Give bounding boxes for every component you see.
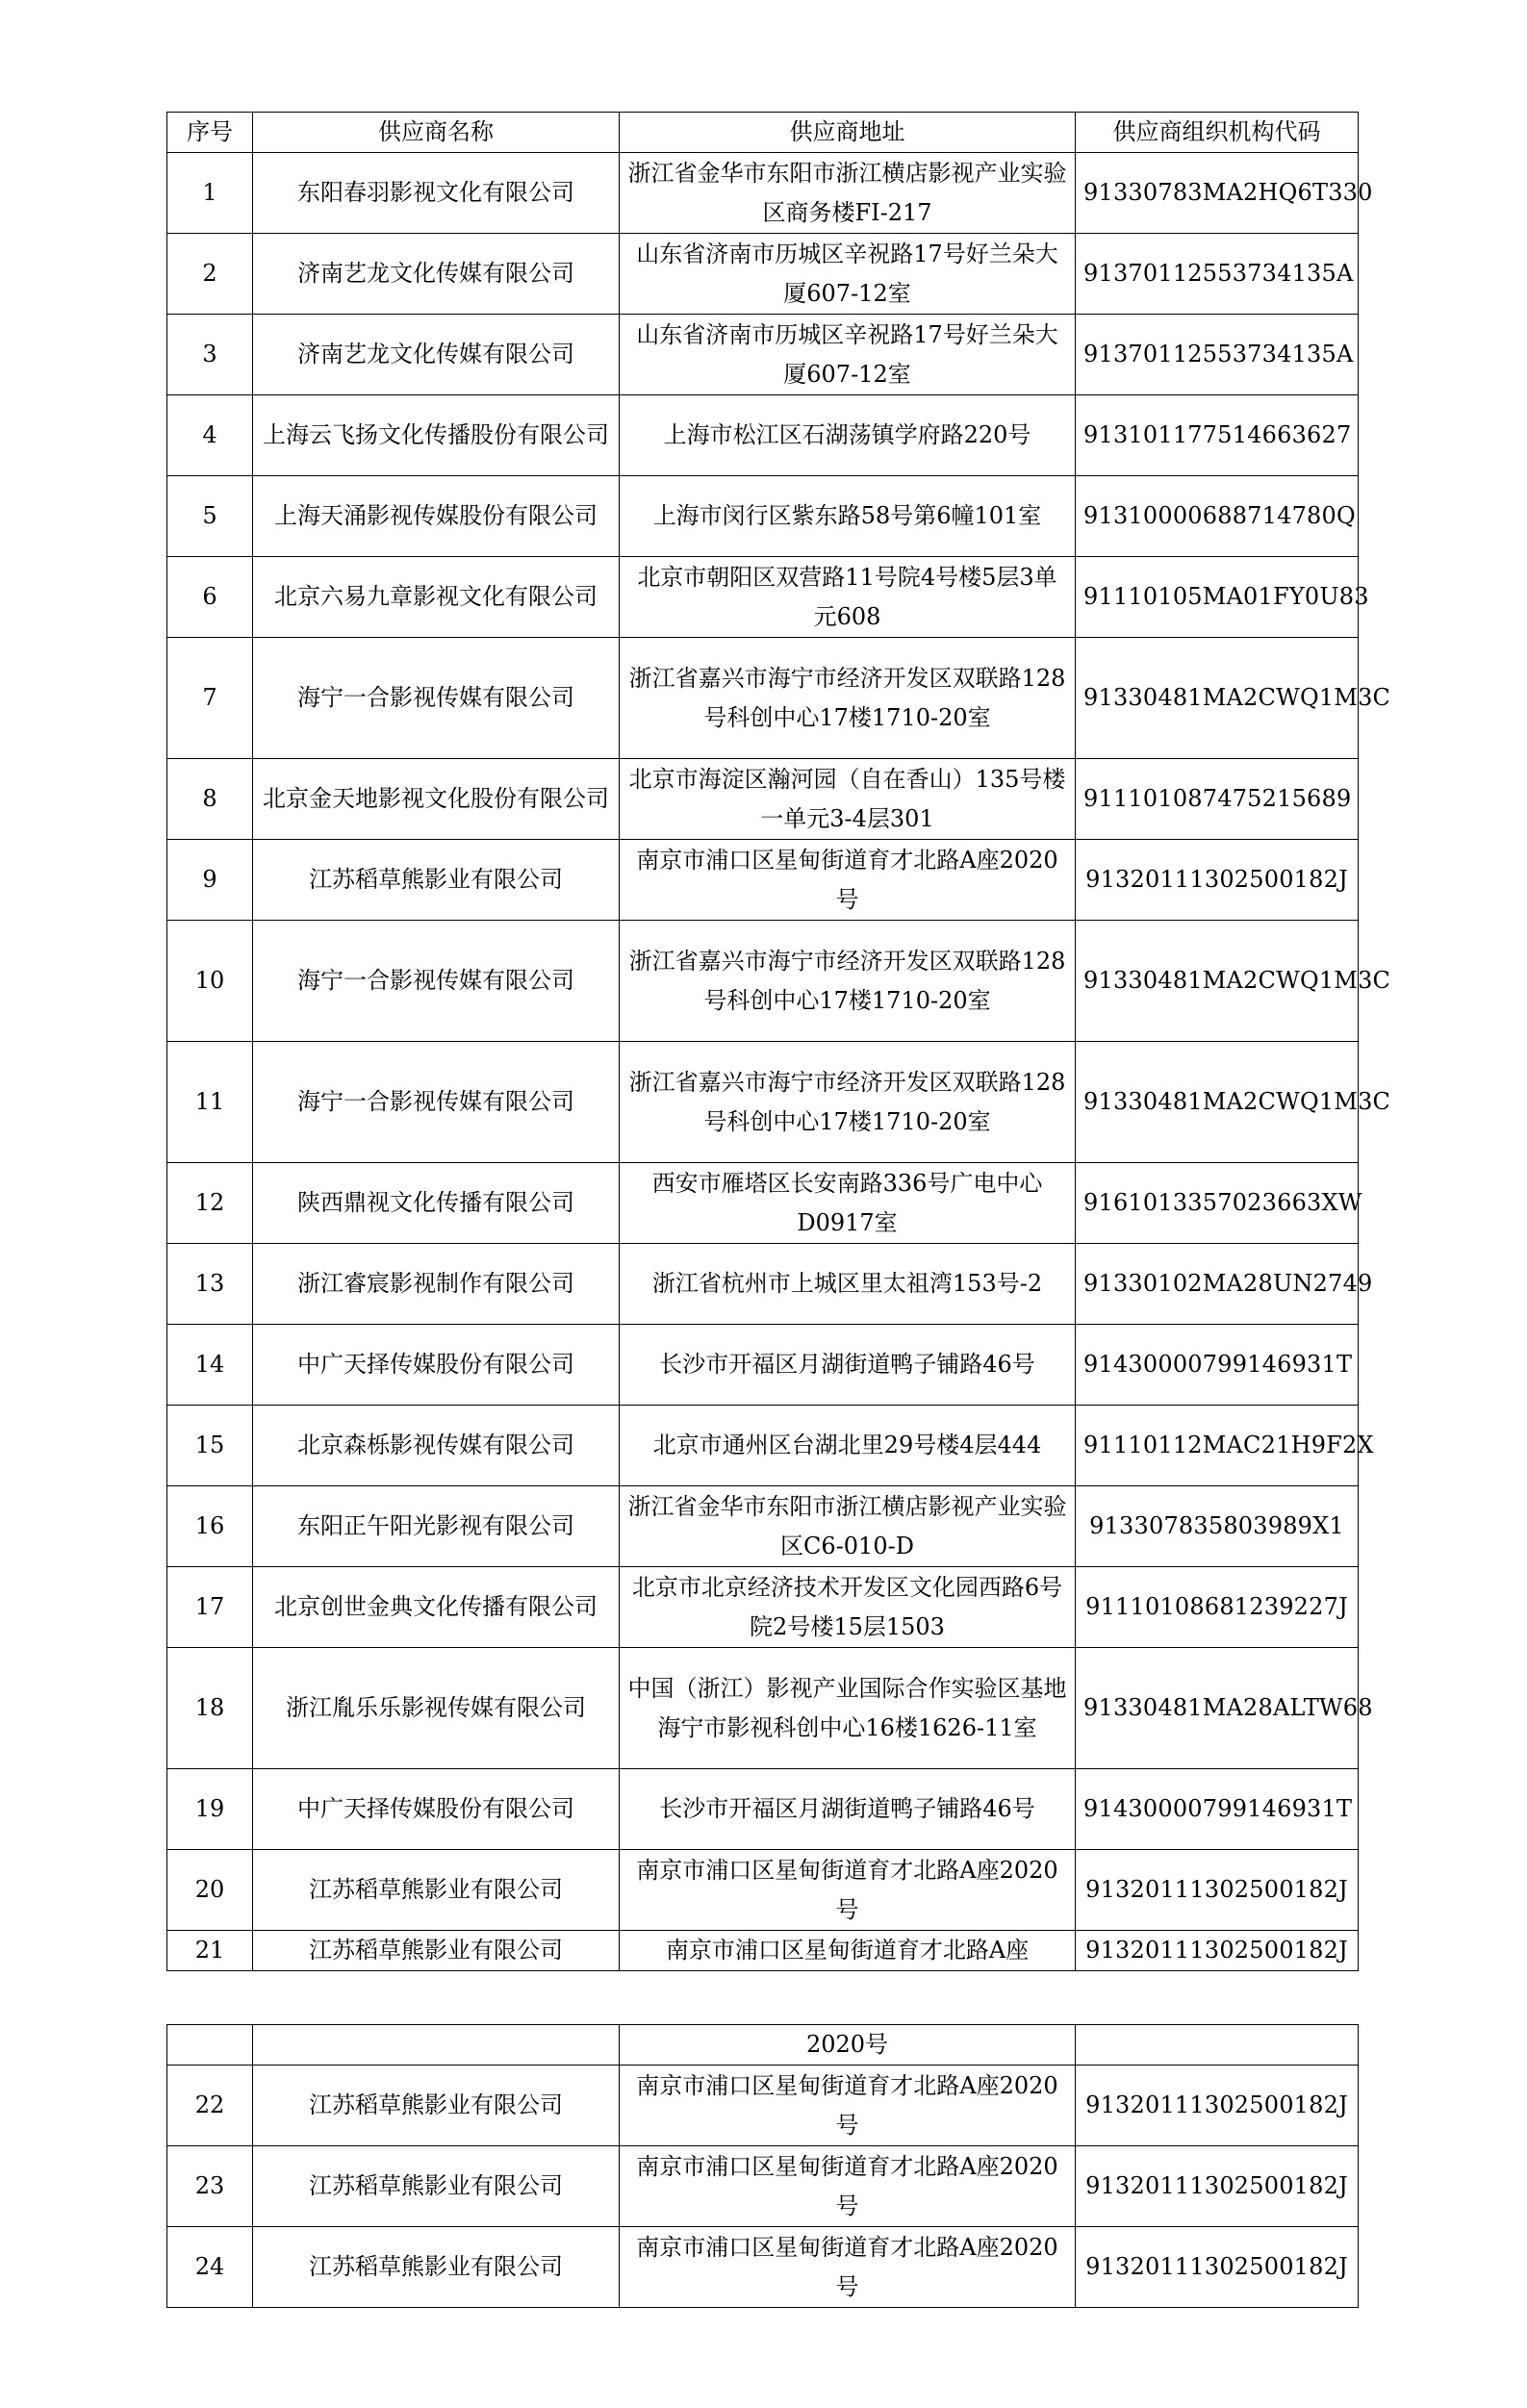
cell-no: 15 bbox=[167, 1406, 253, 1486]
cell-name: 北京森栎影视传媒有限公司 bbox=[253, 1406, 620, 1486]
cell-code: 91430000799146931T bbox=[1076, 1325, 1359, 1406]
cell-no: 19 bbox=[167, 1769, 253, 1850]
cell-no: 22 bbox=[167, 2066, 253, 2146]
cell-no: 12 bbox=[167, 1163, 253, 1244]
cell-address: 长沙市开福区月湖街道鸭子铺路46号 bbox=[620, 1769, 1076, 1850]
cell-name: 江苏稻草熊影业有限公司 bbox=[253, 840, 620, 921]
cell-name: 上海云飞扬文化传播股份有限公司 bbox=[253, 395, 620, 476]
header-no: 序号 bbox=[167, 113, 253, 153]
cell-name: 济南艺龙文化传媒有限公司 bbox=[253, 234, 620, 315]
supplier-table bbox=[166, 112, 1391, 1971]
cell-code: 91110108681239227J bbox=[1076, 1567, 1359, 1648]
cell-code: 91370112553734135A bbox=[1076, 315, 1359, 395]
header-name: 供应商名称 bbox=[253, 113, 620, 153]
cell-address: 北京市朝阳区双营路11号院4号楼5层3单元608 bbox=[620, 557, 1076, 638]
cell-no: 2 bbox=[167, 234, 253, 315]
cell-code: 91430000799146931T bbox=[1076, 1769, 1359, 1850]
cell-no: 8 bbox=[167, 759, 253, 840]
table-row bbox=[167, 1769, 1359, 1850]
cell-address: 北京市北京经济技术开发区文化园西路6号院2号楼15层1503 bbox=[620, 1567, 1076, 1648]
cell-name bbox=[253, 2025, 620, 2066]
cell-name: 海宁一合影视传媒有限公司 bbox=[253, 921, 620, 1042]
cell-address: 浙江省嘉兴市海宁市经济开发区双联路128号科创中心17楼1710-20室 bbox=[620, 921, 1076, 1042]
cell-no: 24 bbox=[167, 2227, 253, 2308]
cell-address: 浙江省金华市东阳市浙江横店影视产业实验区C6-010-D bbox=[620, 1486, 1076, 1567]
table-row bbox=[167, 921, 1359, 1042]
cell-name: 浙江胤乐乐影视传媒有限公司 bbox=[253, 1648, 620, 1769]
cell-address: 浙江省嘉兴市海宁市经济开发区双联路128号科创中心17楼1710-20室 bbox=[620, 1042, 1076, 1163]
cell-no: 21 bbox=[167, 1931, 253, 1971]
cell-address: 2020号 bbox=[620, 2025, 1076, 2066]
cell-no: 6 bbox=[167, 557, 253, 638]
cell-name: 江苏稻草熊影业有限公司 bbox=[253, 2227, 620, 2308]
cell-code: 91330102MA28UN2749 bbox=[1076, 1244, 1359, 1325]
cell-code: 91320111302500182J bbox=[1076, 840, 1359, 921]
cell-code: 91320111302500182J bbox=[1076, 2227, 1359, 2308]
cell-address: 北京市通州区台湖北里29号楼4层444 bbox=[620, 1406, 1076, 1486]
cell-code: 913101177514663627 bbox=[1076, 395, 1359, 476]
cell-name: 中广天择传媒股份有限公司 bbox=[253, 1769, 620, 1850]
table-row bbox=[167, 2146, 1359, 2227]
cell-no: 14 bbox=[167, 1325, 253, 1406]
cell-address: 南京市浦口区星甸街道育才北路A座 bbox=[620, 1931, 1076, 1971]
cell-code: 91330783MA2HQ6T330 bbox=[1076, 153, 1359, 234]
cell-name: 浙江睿宸影视制作有限公司 bbox=[253, 1244, 620, 1325]
cell-no: 7 bbox=[167, 638, 253, 759]
table-row bbox=[167, 1163, 1359, 1244]
table-row bbox=[167, 1406, 1359, 1486]
cell-code: 91110112MAC21H9F2X bbox=[1076, 1406, 1359, 1486]
cell-no: 13 bbox=[167, 1244, 253, 1325]
cell-address: 南京市浦口区星甸街道育才北路A座2020号 bbox=[620, 840, 1076, 921]
cell-no: 9 bbox=[167, 840, 253, 921]
cell-name: 江苏稻草熊影业有限公司 bbox=[253, 2146, 620, 2227]
cell-name: 江苏稻草熊影业有限公司 bbox=[253, 1850, 620, 1931]
supplier-table-continued bbox=[166, 2024, 1359, 2308]
cell-no: 18 bbox=[167, 1648, 253, 1769]
cell-address: 山东省济南市历城区辛祝路17号好兰朵大厦607-12室 bbox=[620, 234, 1076, 315]
cell-name: 中广天择传媒股份有限公司 bbox=[253, 1325, 620, 1406]
cell-address: 南京市浦口区星甸街道育才北路A座2020号 bbox=[620, 1850, 1076, 1931]
cell-name: 陕西鼎视文化传播有限公司 bbox=[253, 1163, 620, 1244]
table-row bbox=[167, 1850, 1359, 1931]
cell-address: 上海市闵行区紫东路58号第6幢101室 bbox=[620, 476, 1076, 557]
cell-code: 913307835803989X1 bbox=[1076, 1486, 1359, 1567]
cell-address: 浙江省嘉兴市海宁市经济开发区双联路128号科创中心17楼1710-20室 bbox=[620, 638, 1076, 759]
cell-no: 3 bbox=[167, 315, 253, 395]
cell-no: 4 bbox=[167, 395, 253, 476]
cell-code: 91320111302500182J bbox=[1076, 1931, 1359, 1971]
cell-name: 济南艺龙文化传媒有限公司 bbox=[253, 315, 620, 395]
cell-code: 91330481MA28ALTW68 bbox=[1076, 1648, 1359, 1769]
cell-name: 上海天涌影视传媒股份有限公司 bbox=[253, 476, 620, 557]
cell-no: 10 bbox=[167, 921, 253, 1042]
cell-no: 20 bbox=[167, 1850, 253, 1931]
table-row bbox=[167, 2227, 1359, 2308]
cell-no: 17 bbox=[167, 1567, 253, 1648]
table-row bbox=[167, 395, 1359, 476]
table-row bbox=[167, 1486, 1359, 1567]
cell-no: 5 bbox=[167, 476, 253, 557]
table-row bbox=[167, 1042, 1359, 1163]
cell-code: 91310000688714780Q bbox=[1076, 476, 1359, 557]
cell-no: 1 bbox=[167, 153, 253, 234]
cell-name: 北京金天地影视文化股份有限公司 bbox=[253, 759, 620, 840]
table-row bbox=[167, 1648, 1359, 1769]
cell-address: 北京市海淀区瀚河园（自在香山）135号楼一单元3-4层301 bbox=[620, 759, 1076, 840]
cell-code bbox=[1076, 2025, 1359, 2066]
cell-address: 中国（浙江）影视产业国际合作实验区基地海宁市影视科创中心16楼1626-11室 bbox=[620, 1648, 1076, 1769]
table-header-row bbox=[167, 113, 1359, 153]
table-row bbox=[167, 1325, 1359, 1406]
cell-code: 91110105MA01FY0U83 bbox=[1076, 557, 1359, 638]
cell-name: 江苏稻草熊影业有限公司 bbox=[253, 2066, 620, 2146]
cell-code: 91330481MA2CWQ1M3C bbox=[1076, 638, 1359, 759]
cell-address: 南京市浦口区星甸街道育才北路A座2020号 bbox=[620, 2227, 1076, 2308]
cell-name: 北京创世金典文化传播有限公司 bbox=[253, 1567, 620, 1648]
table-row bbox=[167, 2066, 1359, 2146]
cell-no: 23 bbox=[167, 2146, 253, 2227]
cell-code: 9161013357023663XW bbox=[1076, 1163, 1359, 1244]
table-row bbox=[167, 557, 1359, 638]
cell-address: 上海市松江区石湖荡镇学府路220号 bbox=[620, 395, 1076, 476]
table-row bbox=[167, 1244, 1359, 1325]
cell-code: 91370112553734135A bbox=[1076, 234, 1359, 315]
cell-code: 91320111302500182J bbox=[1076, 2146, 1359, 2227]
cell-name: 北京六易九章影视文化有限公司 bbox=[253, 557, 620, 638]
cell-address: 南京市浦口区星甸街道育才北路A座2020号 bbox=[620, 2146, 1076, 2227]
cell-name: 海宁一合影视传媒有限公司 bbox=[253, 1042, 620, 1163]
table-row bbox=[167, 638, 1359, 759]
cell-address: 南京市浦口区星甸街道育才北路A座2020号 bbox=[620, 2066, 1076, 2146]
table-row bbox=[167, 476, 1359, 557]
table-row bbox=[167, 234, 1359, 315]
table-row bbox=[167, 1567, 1359, 1648]
table-row bbox=[167, 153, 1359, 234]
header-code: 供应商组织机构代码 bbox=[1076, 113, 1359, 153]
cell-code: 91330481MA2CWQ1M3C bbox=[1076, 1042, 1359, 1163]
table-row bbox=[167, 840, 1359, 921]
table-row bbox=[167, 315, 1359, 395]
cell-code: 91320111302500182J bbox=[1076, 2066, 1359, 2146]
header-address: 供应商地址 bbox=[620, 113, 1076, 153]
table-row-continuation bbox=[167, 2025, 1359, 2066]
table-row bbox=[167, 1931, 1359, 1971]
cell-name: 江苏稻草熊影业有限公司 bbox=[253, 1931, 620, 1971]
cell-address: 长沙市开福区月湖街道鸭子铺路46号 bbox=[620, 1325, 1076, 1406]
cell-name: 东阳春羽影视文化有限公司 bbox=[253, 153, 620, 234]
cell-no: 11 bbox=[167, 1042, 253, 1163]
cell-address: 浙江省杭州市上城区里太祖湾153号-2 bbox=[620, 1244, 1076, 1325]
cell-code: 911101087475215689 bbox=[1076, 759, 1359, 840]
cell-address: 浙江省金华市东阳市浙江横店影视产业实验区商务楼FI-217 bbox=[620, 153, 1076, 234]
cell-address: 西安市雁塔区长安南路336号广电中心D0917室 bbox=[620, 1163, 1076, 1244]
table-row bbox=[167, 759, 1359, 840]
cell-no: 16 bbox=[167, 1486, 253, 1567]
cell-no bbox=[167, 2025, 253, 2066]
cell-name: 东阳正午阳光影视有限公司 bbox=[253, 1486, 620, 1567]
cell-code: 91330481MA2CWQ1M3C bbox=[1076, 921, 1359, 1042]
cell-address: 山东省济南市历城区辛祝路17号好兰朵大厦607-12室 bbox=[620, 315, 1076, 395]
cell-name: 海宁一合影视传媒有限公司 bbox=[253, 638, 620, 759]
cell-code: 91320111302500182J bbox=[1076, 1850, 1359, 1931]
